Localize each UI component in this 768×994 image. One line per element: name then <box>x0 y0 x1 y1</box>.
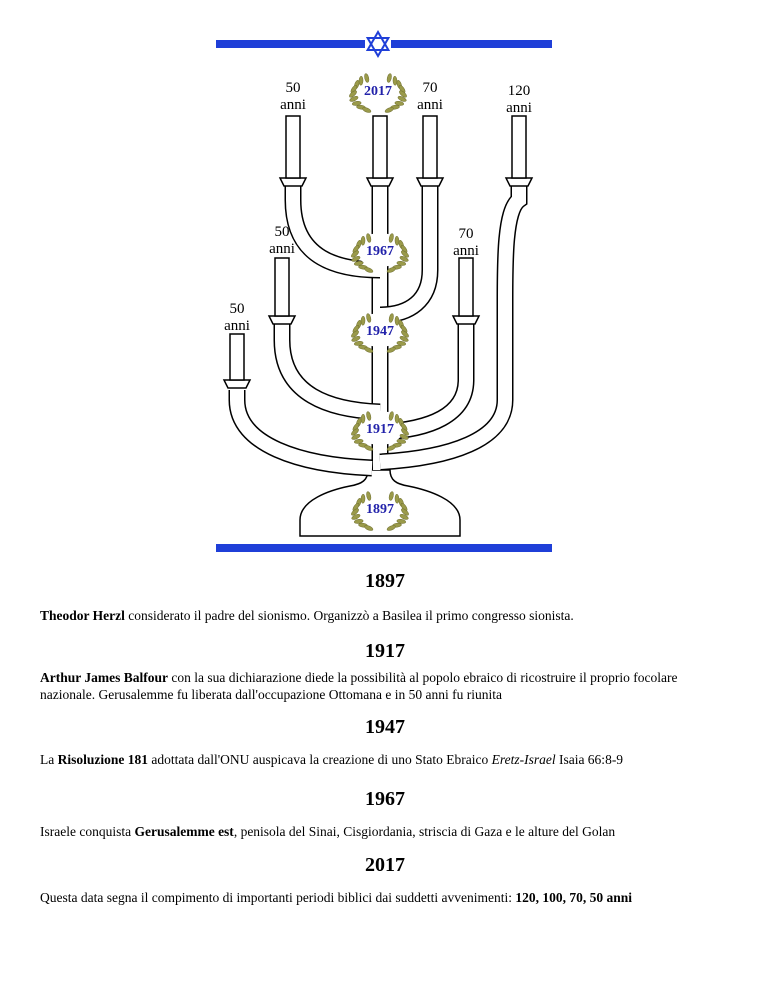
section-year: 1897 <box>365 570 405 592</box>
section-text <box>40 669 730 703</box>
text-fragment: La <box>40 752 58 767</box>
text-fragment: 120, 100, 70, 50 anni <box>515 890 633 905</box>
label-mid-right-word: anni <box>453 243 479 259</box>
section-text <box>40 823 730 840</box>
text-fragment: , penisola del Sinai, Cisgiordania, striscia di Gaza e le alture del Golan <box>233 824 616 839</box>
label-top-right-word: anni <box>506 100 532 116</box>
section-1897 <box>40 570 730 624</box>
section-text <box>40 889 730 906</box>
label-top-right-num: 120 <box>507 83 531 99</box>
text-fragment: Theodor Herzl <box>40 608 125 623</box>
wreath-year-label: 1897 <box>366 502 394 517</box>
section-year: 2017 <box>365 854 405 876</box>
text-fragment: considerato il padre del sionismo. Organizzò a Basilea il primo congresso sionista. <box>124 608 574 623</box>
label-mid-right-num: 70 <box>458 226 474 242</box>
section-text <box>40 607 730 624</box>
text-fragment: con la sua dichiarazione diede la possibilità al popolo ebraico di ricostruire il proprio focolare nazionale. Gerusalemme fu liberata dall'occupazione Ottomana e in 50 anni fu riunita <box>40 670 678 702</box>
label-top-left-word: anni <box>280 97 306 113</box>
wreath-year-label: 1967 <box>366 244 394 259</box>
bottom-blue-bar <box>216 544 552 552</box>
section-2017 <box>40 854 730 906</box>
label-top-mid-num: 70 <box>422 80 438 96</box>
text-fragment: Gerusalemme est <box>134 824 234 839</box>
section-1967 <box>40 788 730 840</box>
wreath-year-label: 1947 <box>366 324 394 339</box>
wreath-2017 <box>348 73 407 114</box>
text-fragment: Risoluzione 181 <box>57 752 149 767</box>
section-year: 1917 <box>365 640 405 662</box>
section-text <box>40 751 730 768</box>
section-year: 1947 <box>365 716 405 738</box>
label-low-left-word: anni <box>224 318 250 334</box>
section-year: 1967 <box>365 788 405 810</box>
label-top-mid-word: anni <box>417 97 443 113</box>
text-fragment: Israele conquista <box>40 824 135 839</box>
text-fragment: adottata dall'ONU auspicava la creazione di uno Stato Ebraico <box>148 752 492 767</box>
label-low-left-num: 50 <box>229 301 245 317</box>
text-fragment: Arthur James Balfour <box>40 670 168 685</box>
label-mid-left-word: anni <box>269 241 295 257</box>
section-1947 <box>40 716 730 768</box>
star-of-david-icon <box>365 29 391 57</box>
text-fragment: Isaia 66:8-9 <box>555 752 624 767</box>
text-fragment: Questa data segna il compimento di importanti periodi biblici dai suddetti avvenimenti: <box>40 890 516 905</box>
label-mid-left-num: 50 <box>274 224 290 240</box>
label-top-left-num: 50 <box>285 80 301 96</box>
text-fragment: Eretz-Israel <box>491 752 556 767</box>
wreath-year-label: 2017 <box>364 84 392 99</box>
section-1917 <box>40 640 730 703</box>
wreath-year-label: 1917 <box>366 422 394 437</box>
